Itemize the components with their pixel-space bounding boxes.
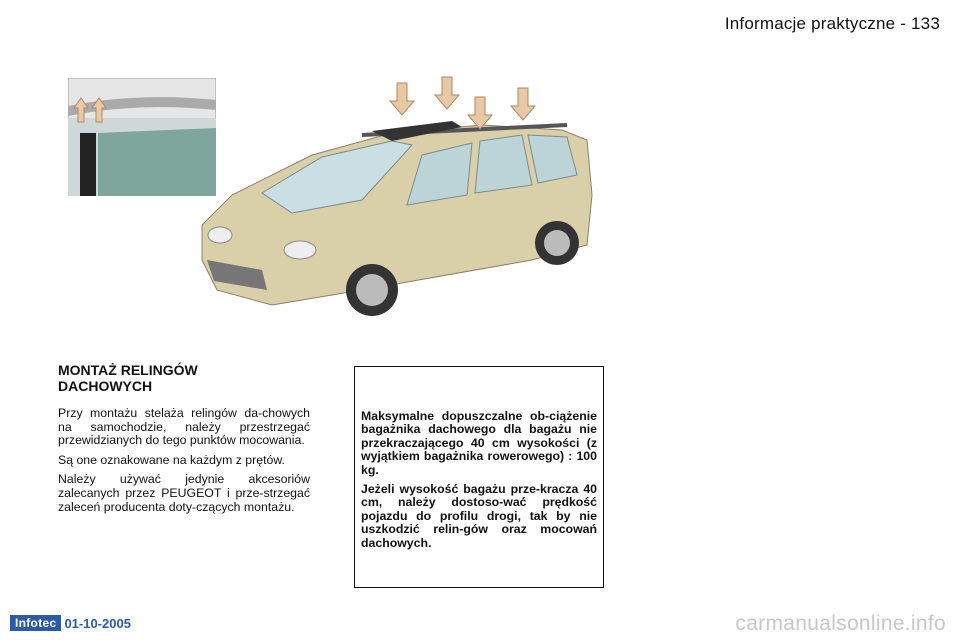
footer-date: 01-10-2005 [64,615,131,631]
watermark: carmanualsonline.info [735,612,946,635]
page-header: Informacje praktyczne - 133 [724,14,940,33]
section-title-line2: DACHOWYCH [58,378,153,394]
load-warning-box [354,366,604,588]
paragraph: Są one oznakowane na każdym z prętów. [58,452,285,467]
footer [10,615,131,631]
section-title [58,362,310,394]
paragraph: Należy używać jedynie akcesoriów zalecanych przez PEUGEOT i prze-strzegać zaleceń producenta doty-czących montażu. [58,472,310,514]
paragraph: Przy montażu stelaża relingów da-chowych na samochodzie, należy przestrzegać przewidzianych do tego punktów mocowania. [58,406,310,448]
warning-paragraph: Jeżeli wysokość bagażu prze-kracza 40 cm, należy dostoso-wać prędkość pojazdu do profilu drogi, tak by nie uszkodzić relin-gów oraz mocowań dachowych. [361,482,597,550]
rail-mounting-point-detail [68,78,216,196]
roof-rails-section [58,362,310,520]
warning-paragraph: Maksymalne dopuszczalne ob-ciążenie bagażnika dachowego dla bagażu nie przekraczającego 40 cm wysokości (z wyjątkiem bagażnika rowerowego) : 100 kg. [361,409,597,477]
section-title-line1: MONTAŻ RELINGÓW [58,362,198,378]
infotec-logo: Infotec [10,615,61,631]
